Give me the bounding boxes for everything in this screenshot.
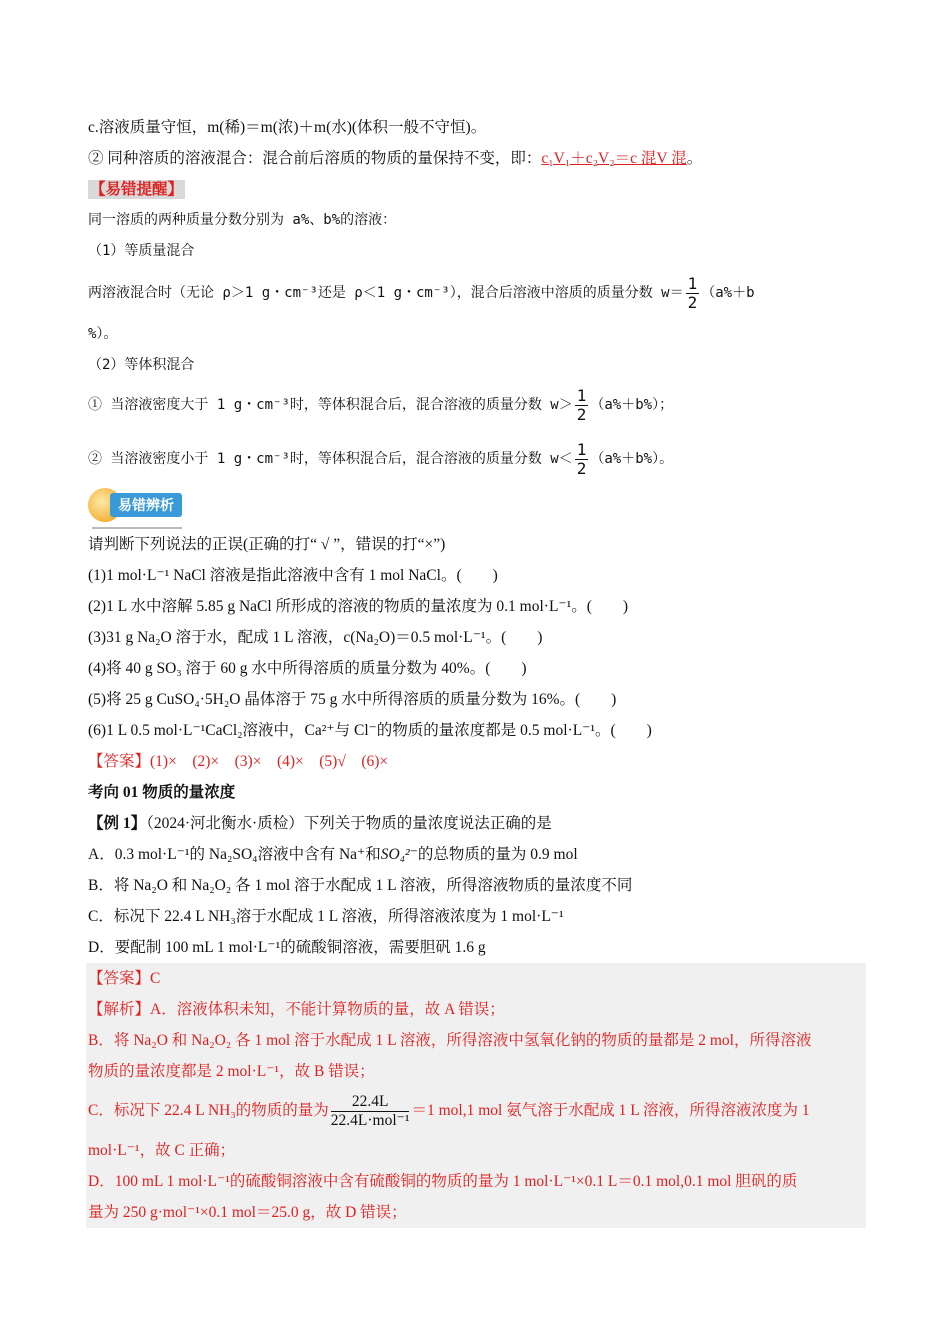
- section-title: 考向 01 物质的量浓度: [88, 784, 236, 801]
- tip-heading: [88, 174, 868, 205]
- formula: c₁V₁＋c₂V₂＝c 混V 混: [541, 150, 687, 167]
- fraction: $\frac{1}{2}$: [576, 385, 587, 424]
- question-line: (6)1 L 0.5 mol·L⁻¹CaCl₂溶液中，Ca²⁺与 Cl⁻的物质的量浓度都是 0.5 mol·L⁻¹。( ): [88, 722, 652, 739]
- fraction: $\frac{1}{2}$: [687, 273, 698, 312]
- explanation-line: mol·L⁻¹，故 C 正确；: [88, 1142, 236, 1159]
- section-badge: [88, 487, 182, 523]
- question-line: (2)1 L 水中溶解 5.85 g NaCl 所形成的溶液的物质的量浓度为 0.1 mol·L⁻¹。( ): [88, 598, 629, 615]
- tip-line: ① 当溶液密度大于 1 g・cm⁻³时，等体积混合后，混合溶液的质量分数 w＞ $\frac{1}{2}$ （a%＋b%）；: [88, 385, 674, 424]
- document-page: [88, 112, 868, 1228]
- explanation-line: C．标况下 22.4 L NH₃的物质的量为 $\frac{22.4L}{\text{22.4L·mol⁻¹}}$ ＝1 mol,1 mol 氨气溶于水配成 1 L 溶液，所得溶液浓度为 1: [88, 1092, 810, 1129]
- explanation-block: [86, 963, 866, 1228]
- badge-label: 易错辨析: [110, 493, 182, 517]
- tip-line: 两溶液混合时（无论 ρ＞1 g・cm⁻³还是 ρ＜1 g・cm⁻³），混合后溶液中溶质的质量分数 w＝ $\frac{1}{2}$ （a%＋b: [88, 273, 755, 312]
- example-question: 【例 1】（2024·河北衡水·质检）下列关于物质的量浓度说法正确的是: [88, 815, 552, 832]
- option-d: D．要配制 100 mL 1 mol·L⁻¹的硫酸铜溶液，需要胆矾 1.6 g: [88, 939, 486, 956]
- explanation-line: 物质的量浓度都是 2 mol·L⁻¹，故 B 错误；: [88, 1063, 375, 1080]
- question-line: (3)31 g Na₂O 溶于水，配成 1 L 溶液，c(Na₂O)＝0.5 mol·L⁻¹。( ): [88, 629, 543, 646]
- question-line: (5)将 25 g CuSO₄·5H₂O 晶体溶于 75 g 水中所得溶质的质量分数为 16%。( ): [88, 691, 617, 708]
- answer-line: 【答案】C: [88, 970, 161, 987]
- text-line: ② 同种溶质的溶液混合：混合前后溶质的物质的量保持不变，即：c₁V₁＋c₂V₂＝c 混V 混。: [88, 150, 703, 167]
- explanation-line: 量为 250 g·mol⁻¹×0.1 mol＝25.0 g，故 D 错误；: [88, 1204, 407, 1221]
- fraction: $\frac{1}{2}$: [576, 439, 587, 478]
- text-line: c.溶液质量守恒，m(稀)＝m(浓)＋m(水)(体积一般不守恒)。: [88, 119, 487, 136]
- explanation-line: D．100 mL 1 mol·L⁻¹的硫酸铜溶液中含有硫酸铜的物质的量为 1 mol·L⁻¹×0.1 L＝0.1 mol,0.1 mol 胆矾的质: [88, 1173, 798, 1190]
- tip-label: 【易错提醒】: [90, 181, 184, 198]
- question-line: (1)1 mol·L⁻¹ NaCl 溶液是指此溶液中含有 1 mol NaCl。( ): [88, 567, 498, 584]
- option-c: C．标况下 22.4 L NH₃溶于水配成 1 L 溶液，所得溶液浓度为 1 mol·L⁻¹: [88, 908, 564, 925]
- fraction: $\frac{22.4L}{\text{22.4L·mol⁻¹}}$: [330, 1092, 410, 1129]
- tip-line: ② 当溶液密度小于 1 g・cm⁻³时，等体积混合后，混合溶液的质量分数 w＜ $\frac{1}{2}$ （a%＋b%）。: [88, 439, 674, 478]
- question-line: (4)将 40 g SO₃ 溶于 60 g 水中所得溶质的质量分数为 40%。( ): [88, 660, 527, 677]
- tip-line: %）。: [88, 326, 118, 342]
- tip-line: 同一溶质的两种质量分数分别为 a%、b%的溶液：: [88, 212, 397, 228]
- explanation-line: B．将 Na₂O 和 Na₂O₂ 各 1 mol 溶于水配成 1 L 溶液，所得溶液中氢氧化钠的物质的量都是 2 mol，所得溶液: [88, 1032, 812, 1049]
- tip-line: （2）等体积混合: [88, 357, 195, 373]
- explanation-line: 【解析】A．溶液体积未知，不能计算物质的量，故 A 错误；: [88, 1001, 505, 1018]
- option-a: A．0.3 mol·L⁻¹的 Na₂SO₄溶液中含有 Na⁺和SO₄²⁻的总物质的量为 0.9 mol: [88, 846, 578, 863]
- option-b: B．将 Na₂O 和 Na₂O₂ 各 1 mol 溶于水配成 1 L 溶液，所得溶液物质的量浓度不同: [88, 877, 633, 894]
- answer-line: 【答案】(1)× (2)× (3)× (4)× (5)√ (6)×: [88, 753, 389, 770]
- tip-line: （1）等质量混合: [88, 243, 195, 259]
- question-line: 请判断下列说法的正误(正确的打“ √ ”，错误的打“×”): [88, 536, 446, 553]
